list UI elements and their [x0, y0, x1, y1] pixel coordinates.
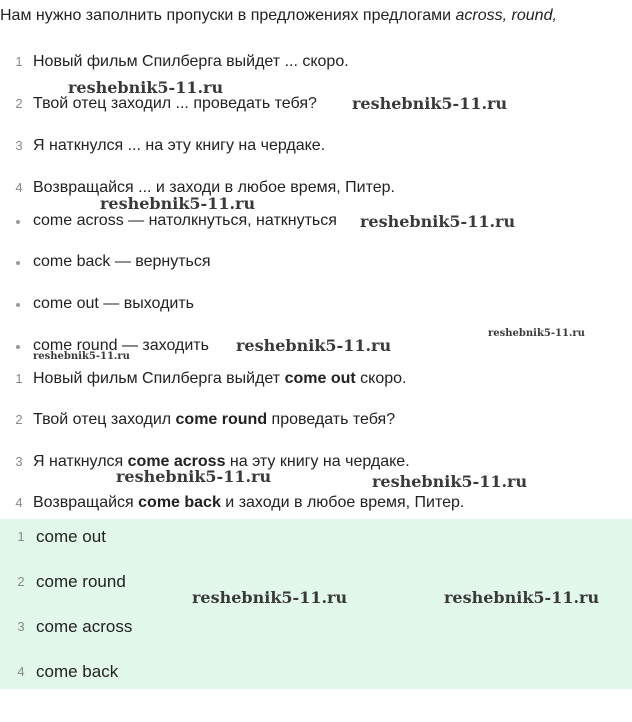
- watermark: reshebnik5-11.ru: [352, 94, 508, 113]
- filled-text: Я наткнулся come across на эту книгу на чердаке.: [33, 453, 410, 470]
- answer-text: come back: [36, 662, 119, 681]
- answer-item-1: [0, 526, 632, 548]
- item-text: Твой отец заходил ... проведать тебя?: [33, 95, 317, 112]
- watermark: reshebnik5-11.ru: [192, 588, 348, 607]
- filled-text: Новый фильм Спилберга выйдет come out скоро.: [33, 370, 407, 387]
- bullet-icon: [16, 261, 20, 265]
- answer-item-3: [0, 616, 632, 638]
- item-number: 1: [17, 529, 25, 544]
- item-text: Возвращайся ... и заходи в любое время, Питер.: [33, 179, 395, 196]
- watermark: reshebnik5-11.ru: [488, 328, 585, 339]
- item-number: 2: [15, 96, 23, 111]
- vocab-item-3: [0, 293, 632, 315]
- filled-text: Твой отец заходил come round проведать тебя?: [33, 411, 396, 428]
- watermark: reshebnik5-11.ru: [116, 467, 272, 486]
- watermark: reshebnik5-11.ru: [68, 78, 224, 97]
- exercise-item-3: [0, 135, 632, 157]
- answer-text: come out: [36, 527, 106, 546]
- item-number: 4: [15, 180, 23, 195]
- watermark: reshebnik5-11.ru: [444, 588, 600, 607]
- filled-item-4: [0, 492, 632, 514]
- vocab-text: come out — выходить: [33, 295, 195, 312]
- vocab-item-2: [0, 251, 632, 273]
- bullet-icon: [16, 220, 20, 224]
- item-number: 4: [15, 495, 23, 510]
- watermark: reshebnik5-11.ru: [236, 336, 392, 355]
- answer-phrase: come across: [127, 453, 226, 470]
- item-text: Новый фильм Спилберга выйдет ... скоро.: [33, 53, 349, 70]
- watermark: reshebnik5-11.ru: [33, 351, 130, 362]
- intro-lead: Нам нужно заполнить пропуски в предложениях предлогами: [0, 7, 456, 24]
- item-number: 3: [17, 619, 25, 634]
- bullet-icon: [16, 303, 20, 307]
- item-number: 3: [15, 454, 23, 469]
- answer-text: come round: [36, 572, 126, 591]
- intro-prepositions: across, round,: [455, 7, 557, 24]
- exercise-item-1: [0, 51, 632, 73]
- answer-phrase: come round: [175, 411, 268, 428]
- answer-phrase: come out: [284, 370, 356, 387]
- answer-item-4: [0, 661, 632, 683]
- item-number: 2: [17, 574, 25, 589]
- item-number: 1: [15, 54, 23, 69]
- filled-text: Возвращайся come back и заходи в любое время, Питер.: [33, 494, 465, 511]
- item-text: Я наткнулся ... на эту книгу на чердаке.: [33, 137, 326, 154]
- filled-item-2: [0, 409, 632, 431]
- vocab-text: come back — вернуться: [33, 253, 211, 270]
- vocab-text: come across — натолкнуться, наткнуться: [33, 212, 337, 229]
- vocab-item-1: [0, 210, 632, 232]
- item-number: 1: [15, 371, 23, 386]
- watermark: reshebnik5-11.ru: [360, 212, 516, 231]
- answer-phrase: come back: [138, 494, 221, 511]
- intro-text: [0, 6, 632, 50]
- item-number: 3: [15, 138, 23, 153]
- filled-item-3: [0, 451, 632, 473]
- bullet-icon: [16, 345, 20, 349]
- filled-item-1: [0, 368, 632, 390]
- exercise-item-4: [0, 177, 632, 199]
- answer-text: come across: [36, 617, 133, 636]
- watermark: reshebnik5-11.ru: [372, 472, 528, 491]
- watermark: reshebnik5-11.ru: [100, 194, 256, 213]
- item-number: 2: [15, 412, 23, 427]
- item-number: 4: [17, 664, 25, 679]
- vocab-text: come round — заходить: [33, 337, 209, 354]
